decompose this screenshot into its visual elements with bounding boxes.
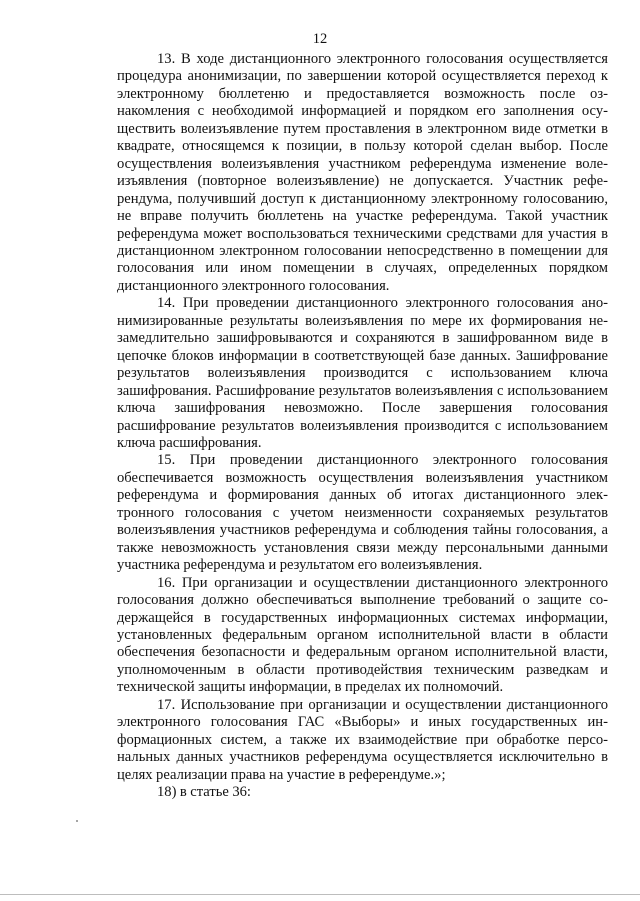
paragraph-16: 16. При организации и осуществлении дистанционного электронного голосования должно обеспечиваться выполнение требований о защите содержащейся в государственных информационных системах информации, установленных федеральным органом исполнительной власти в области обеспечения безопасности и федеральным органом исполнительной власти, уполномоченным в области противодействия техническим разведкам и технической защиты информации, в пределах их полномочий.: [117, 574, 608, 696]
paragraph-15: 15. При проведении дистанционного электронного голосования обеспечивается возможность осуществления волеизъявления участником референдума и формирования данных об итогах дистанционного электронного голосования с учетом неизменности сохраняемых результатов волеизъявления участников референдума и соблюдения тайны голосования, а также невозможность установления связи между персональными данными участника референдума и результатом его волеизъявления.: [117, 452, 608, 574]
paragraph-item-18: 18) в статье 36:: [157, 784, 251, 801]
scan-bottom-edge: [0, 894, 640, 895]
scan-speck: [76, 820, 78, 822]
paragraph-13: 13. В ходе дистанционного электронного голосования осуществляется процедура анонимизации, по завершении которой осуществляется переход к электронному бюллетеню и предоставляется возможность после ознакомления с необходимой информацией и порядком его заполнения осуществить волеизъявление путем проставления в электронном виде отметки в квадрате, относящемся к позиции, в пользу которой сделан выбор. После осуществления волеизъявления участником референдума изменение волеизъявления (повторное волеизъявление) не допускается. Участник референдума, получивший доступ к дистанционному электронному голосованию, не вправе получить бюллетень на участке референдума. Такой участник референдума может воспользоваться техническими средствами для участия в дистанционном электронном голосовании непосредственно в помещении для голосования или ином помещении в случаях, определенных порядком дистанционного электронного голосования.: [117, 51, 608, 294]
paragraph-14: 14. При проведении дистанционного электронного голосования анонимизированные результаты волеизъявления по мере их формирования незамедлительно зашифровываются и сохраняются в зашифрованном виде в цепочке блоков информации в соответствующей базе данных. Зашифрование результатов волеизъявления производится с использованием ключа зашифрования. Расшифрование результатов волеизъявления с использованием ключа зашифрования невозможно. После завершения голосования расшифрование результатов волеизъявления производится с использованием ключа расшифрования.: [117, 295, 608, 451]
paragraph-17: 17. Использование при организации и осуществлении дистанционного электронного голосования ГАС «Выборы» и иных государственных информационных систем, а также их взаимодействие при обработке персональных данных участников референдума осуществляется исключительно в целях реализации права на участие в референдуме.»;: [117, 696, 608, 783]
document-body: [117, 51, 608, 801]
page-number: 12: [312, 31, 328, 47]
